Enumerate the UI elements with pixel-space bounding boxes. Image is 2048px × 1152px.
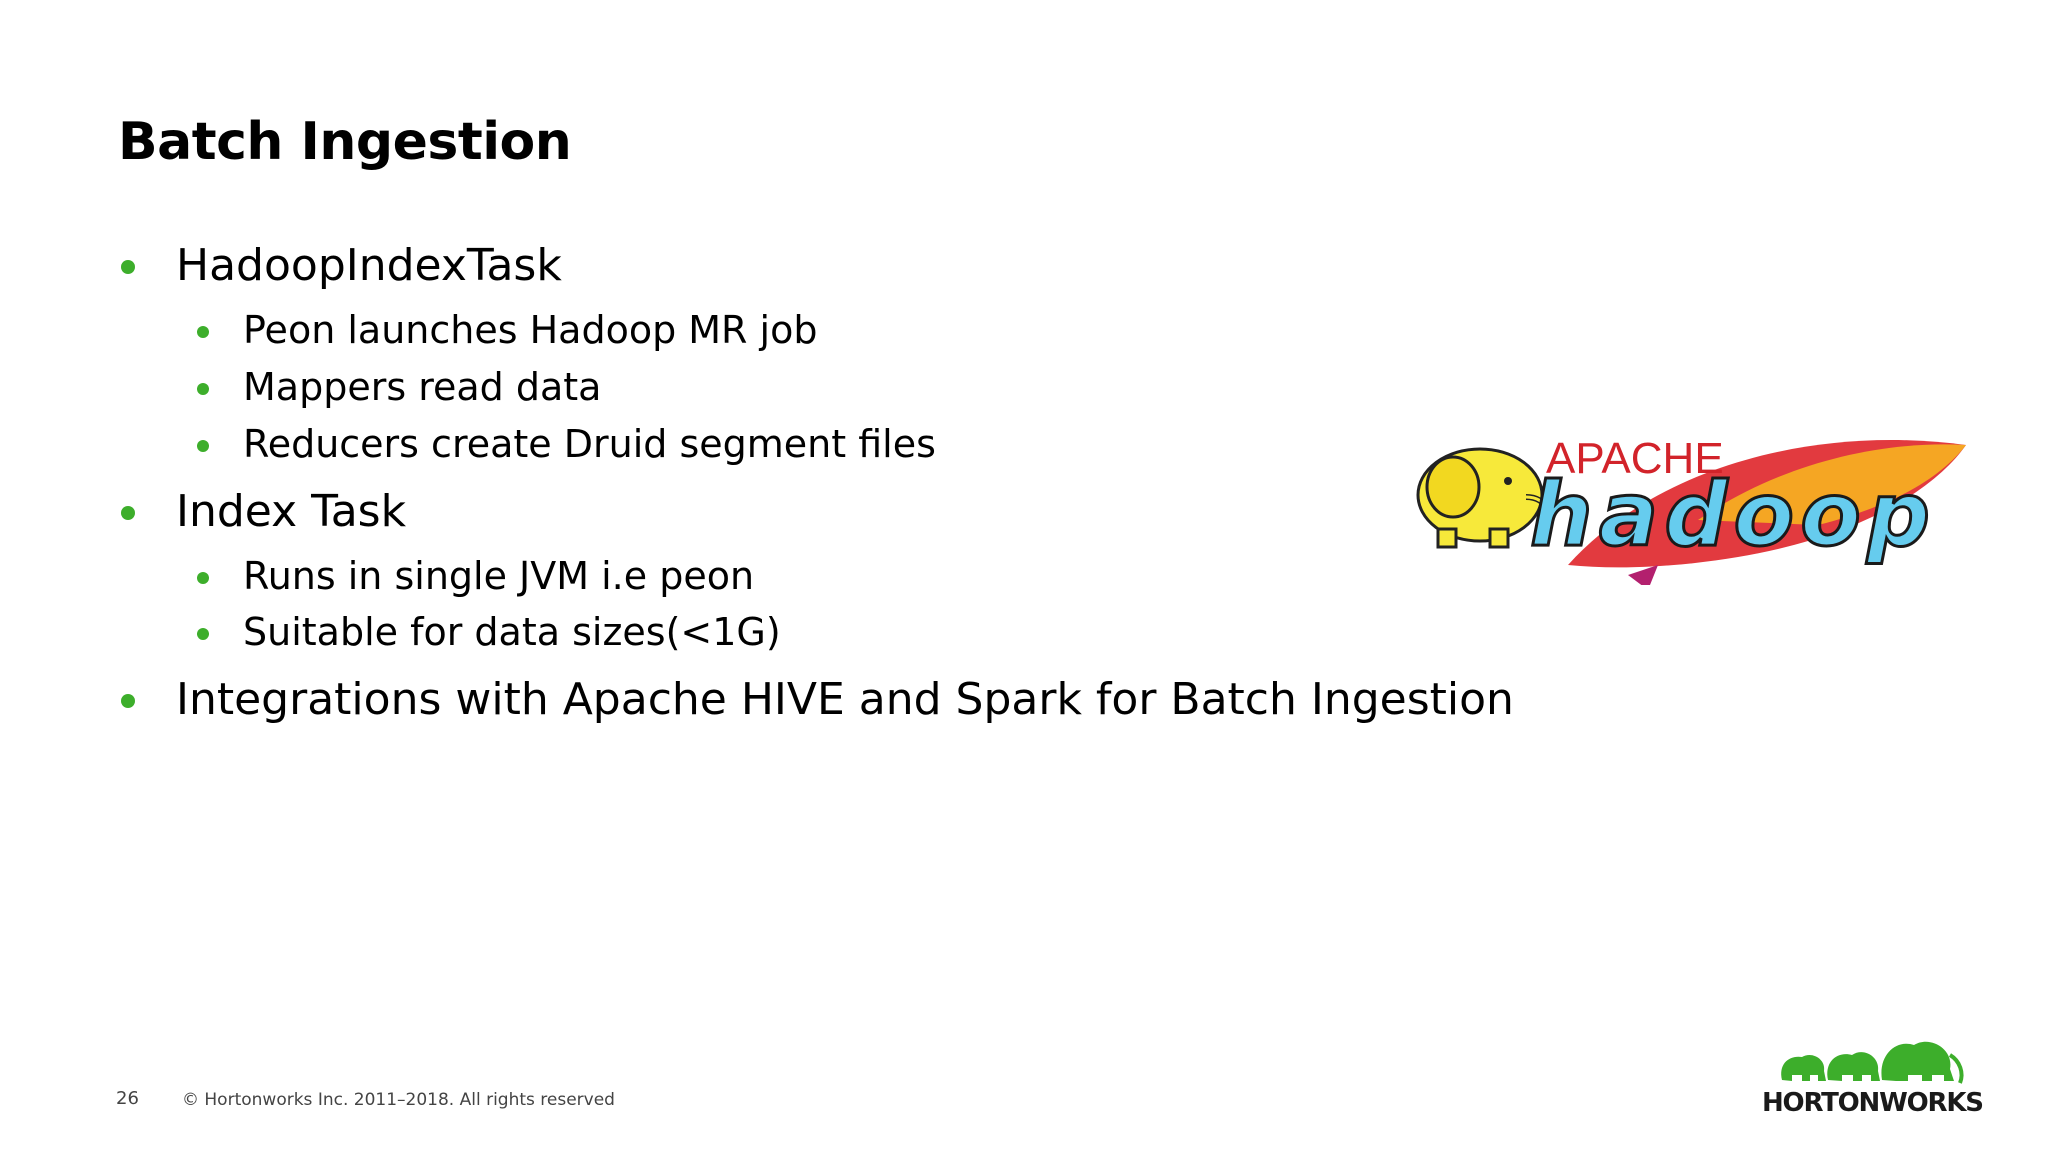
bullet-text: Suitable for data sizes(<1G): [243, 610, 781, 654]
hadoop-logo-main-text: hadoop: [1530, 463, 1930, 566]
bullet-text: Runs in single JVM i.e peon: [243, 554, 755, 598]
copyright-text: © Hortonworks Inc. 2011–2018. All rights reserved: [182, 1090, 615, 1110]
bullet-dot-icon: [121, 506, 135, 520]
bullet-text: Mappers read data: [243, 365, 602, 409]
apache-hadoop-logo: [1398, 425, 1978, 585]
bullet-dot-icon: [197, 440, 209, 452]
elephant-herd-icon: [1781, 1042, 1961, 1083]
feather-quill: [1628, 565, 1658, 585]
bullet-dot-icon: [121, 694, 135, 708]
bullet-text: Peon launches Hadoop MR job: [243, 308, 818, 352]
bullet-dot-icon: [197, 628, 209, 640]
bullet-text: Reducers create Druid segment files: [243, 422, 936, 466]
hadoop-logo-apache-text: APACHE: [1546, 434, 1724, 483]
bullet-dot-icon: [197, 326, 209, 338]
bullet-dot-icon: [197, 572, 209, 584]
bullet-text: Integrations with Apache HIVE and Spark for Batch Ingestion: [176, 674, 1514, 725]
elephant-mascot: [1418, 449, 1548, 547]
hortonworks-wordmark: HORTONWORKS: [1762, 1088, 1984, 1115]
hortonworks-logo: [1760, 1025, 1990, 1115]
page-number: 26: [116, 1088, 139, 1109]
bullet-text: HadoopIndexTask: [176, 240, 562, 291]
slide-title: Batch Ingestion: [118, 112, 572, 172]
bullet-dot-icon: [197, 383, 209, 395]
bullet-text: Index Task: [176, 486, 407, 537]
bullet-dot-icon: [121, 260, 135, 274]
